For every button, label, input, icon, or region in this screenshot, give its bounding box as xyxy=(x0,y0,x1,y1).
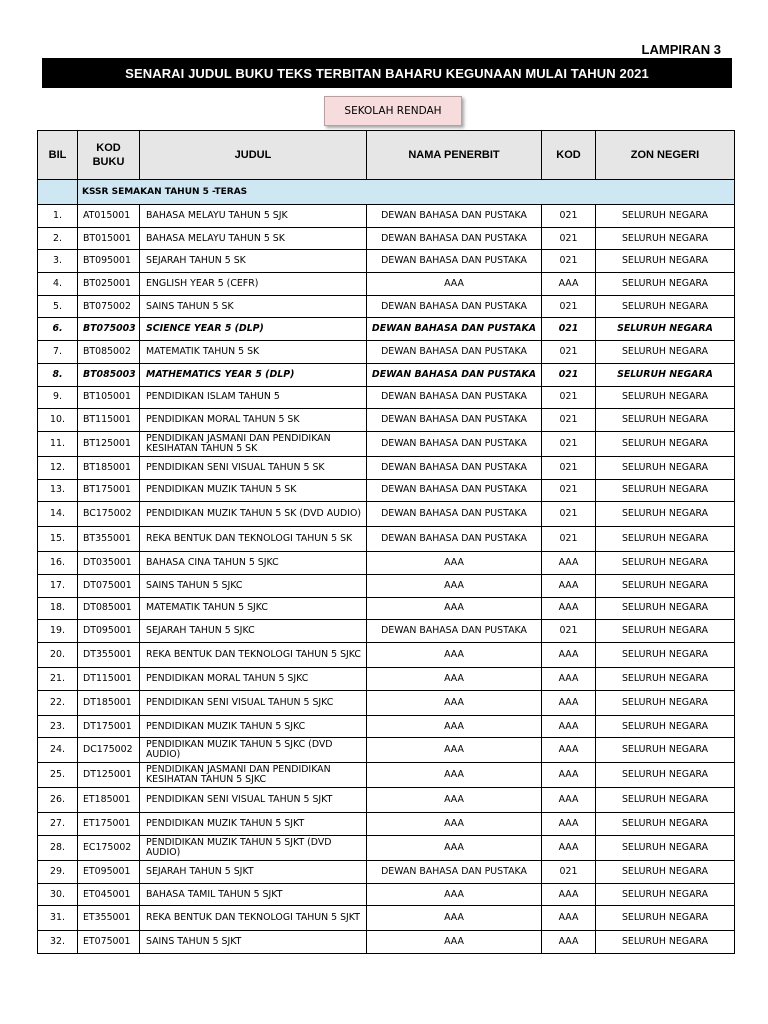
cell-judul: PENDIDIKAN MUZIK TAHUN 5 SJKC xyxy=(140,715,367,738)
cell-judul: SAINS TAHUN 5 SJKT xyxy=(140,931,367,954)
cell-kod-buku: ET355001 xyxy=(78,906,140,931)
cell-nama-penerbit: AAA xyxy=(367,715,542,738)
cell-judul: PENDIDIKAN ISLAM TAHUN 5 xyxy=(140,386,367,409)
cell-kod: AAA xyxy=(542,906,596,931)
cell-kod: 021 xyxy=(542,386,596,409)
cell-bil: 1. xyxy=(38,205,78,228)
cell-zon-negeri: SELURUH NEGARA xyxy=(596,502,735,527)
cell-bil: 21. xyxy=(38,668,78,691)
cell-kod-buku: BT355001 xyxy=(78,527,140,552)
table-row xyxy=(38,574,735,597)
cell-judul: BAHASA TAMIL TAHUN 5 SJKT xyxy=(140,883,367,906)
cell-bil: 19. xyxy=(38,620,78,643)
cell-zon-negeri: SELURUH NEGARA xyxy=(596,738,735,763)
cell-bil: 31. xyxy=(38,906,78,931)
cell-nama-penerbit: DEWAN BAHASA DAN PUSTAKA xyxy=(367,295,542,318)
cell-zon-negeri: SELURUH NEGARA xyxy=(596,341,735,364)
textbook-table xyxy=(37,130,735,954)
cell-bil: 5. xyxy=(38,295,78,318)
cell-kod-buku: DT115001 xyxy=(78,668,140,691)
cell-kod: AAA xyxy=(542,763,596,788)
cell-bil: 30. xyxy=(38,883,78,906)
cell-zon-negeri: SELURUH NEGARA xyxy=(596,836,735,861)
cell-nama-penerbit: AAA xyxy=(367,690,542,715)
col-header-kod: KOD xyxy=(542,131,596,180)
cell-zon-negeri: SELURUH NEGARA xyxy=(596,931,735,954)
cell-bil: 12. xyxy=(38,456,78,479)
cell-judul: ENGLISH YEAR 5 (CEFR) xyxy=(140,273,367,296)
cell-nama-penerbit: DEWAN BAHASA DAN PUSTAKA xyxy=(367,250,542,273)
table-row xyxy=(38,227,735,250)
cell-bil: 29. xyxy=(38,861,78,884)
cell-nama-penerbit: DEWAN BAHASA DAN PUSTAKA xyxy=(367,861,542,884)
cell-bil: 17. xyxy=(38,574,78,597)
cell-bil: 15. xyxy=(38,527,78,552)
cell-kod-buku: BT015001 xyxy=(78,227,140,250)
cell-kod-buku: BT095001 xyxy=(78,250,140,273)
cell-kod-buku: DT095001 xyxy=(78,620,140,643)
cell-kod: 021 xyxy=(542,527,596,552)
table-row xyxy=(38,552,735,575)
table-row xyxy=(38,479,735,502)
cell-kod: AAA xyxy=(542,883,596,906)
cell-kod: AAA xyxy=(542,738,596,763)
cell-kod: AAA xyxy=(542,668,596,691)
cell-judul: BAHASA CINA TAHUN 5 SJKC xyxy=(140,552,367,575)
table-row xyxy=(38,738,735,763)
cell-kod-buku: ET185001 xyxy=(78,788,140,813)
cell-kod-buku: BT185001 xyxy=(78,456,140,479)
cell-bil: 9. xyxy=(38,386,78,409)
cell-kod: 021 xyxy=(542,363,596,386)
table-row xyxy=(38,715,735,738)
table-row xyxy=(38,883,735,906)
cell-zon-negeri: SELURUH NEGARA xyxy=(596,479,735,502)
section-empty-cell xyxy=(38,180,78,205)
cell-kod-buku: DT075001 xyxy=(78,574,140,597)
cell-judul: REKA BENTUK DAN TEKNOLOGI TAHUN 5 SK xyxy=(140,527,367,552)
cell-bil: 7. xyxy=(38,341,78,364)
cell-kod-buku: ET045001 xyxy=(78,883,140,906)
cell-judul: PENDIDIKAN MORAL TAHUN 5 SK xyxy=(140,409,367,432)
table-row xyxy=(38,456,735,479)
cell-nama-penerbit: DEWAN BAHASA DAN PUSTAKA xyxy=(367,341,542,364)
cell-judul: SAINS TAHUN 5 SJKC xyxy=(140,574,367,597)
cell-kod-buku: ET075001 xyxy=(78,931,140,954)
cell-bil: 26. xyxy=(38,788,78,813)
cell-kod: AAA xyxy=(542,574,596,597)
cell-zon-negeri: SELURUH NEGARA xyxy=(596,527,735,552)
cell-zon-negeri: SELURUH NEGARA xyxy=(596,861,735,884)
cell-nama-penerbit: AAA xyxy=(367,906,542,931)
cell-bil: 13. xyxy=(38,479,78,502)
cell-kod-buku: DT035001 xyxy=(78,552,140,575)
school-level-label: SEKOLAH RENDAH xyxy=(324,96,462,126)
cell-bil: 28. xyxy=(38,836,78,861)
cell-judul: SEJARAH TAHUN 5 SK xyxy=(140,250,367,273)
cell-zon-negeri: SELURUH NEGARA xyxy=(596,597,735,620)
cell-judul: PENDIDIKAN SENI VISUAL TAHUN 5 SK xyxy=(140,456,367,479)
cell-judul: SCIENCE YEAR 5 (DLP) xyxy=(140,318,367,341)
cell-kod-buku: BT105001 xyxy=(78,386,140,409)
cell-zon-negeri: SELURUH NEGARA xyxy=(596,813,735,836)
cell-judul: REKA BENTUK DAN TEKNOLOGI TAHUN 5 SJKC xyxy=(140,643,367,668)
cell-kod-buku: ET175001 xyxy=(78,813,140,836)
cell-zon-negeri: SELURUH NEGARA xyxy=(596,363,735,386)
cell-bil: 32. xyxy=(38,931,78,954)
cell-judul: BAHASA MELAYU TAHUN 5 SJK xyxy=(140,205,367,228)
cell-zon-negeri: SELURUH NEGARA xyxy=(596,456,735,479)
cell-zon-negeri: SELURUH NEGARA xyxy=(596,409,735,432)
cell-bil: 20. xyxy=(38,643,78,668)
cell-judul: PENDIDIKAN SENI VISUAL TAHUN 5 SJKT xyxy=(140,788,367,813)
cell-kod: AAA xyxy=(542,715,596,738)
cell-zon-negeri: SELURUH NEGARA xyxy=(596,690,735,715)
cell-nama-penerbit: DEWAN BAHASA DAN PUSTAKA xyxy=(367,227,542,250)
cell-judul: MATEMATIK TAHUN 5 SK xyxy=(140,341,367,364)
cell-zon-negeri: SELURUH NEGARA xyxy=(596,906,735,931)
cell-kod-buku: BT115001 xyxy=(78,409,140,432)
cell-nama-penerbit: AAA xyxy=(367,574,542,597)
cell-nama-penerbit: AAA xyxy=(367,643,542,668)
cell-bil: 4. xyxy=(38,273,78,296)
table-row xyxy=(38,527,735,552)
table-row xyxy=(38,643,735,668)
cell-bil: 22. xyxy=(38,690,78,715)
cell-kod-buku: BT085002 xyxy=(78,341,140,364)
cell-nama-penerbit: DEWAN BAHASA DAN PUSTAKA xyxy=(367,456,542,479)
cell-kod: 021 xyxy=(542,456,596,479)
cell-judul: SAINS TAHUN 5 SK xyxy=(140,295,367,318)
cell-kod-buku: BT075002 xyxy=(78,295,140,318)
cell-bil: 25. xyxy=(38,763,78,788)
table-row xyxy=(38,409,735,432)
cell-kod: 021 xyxy=(542,295,596,318)
cell-kod: 021 xyxy=(542,502,596,527)
cell-zon-negeri: SELURUH NEGARA xyxy=(596,431,735,456)
cell-judul: PENDIDIKAN MORAL TAHUN 5 SJKC xyxy=(140,668,367,691)
table-row xyxy=(38,318,735,341)
table-row xyxy=(38,363,735,386)
cell-bil: 16. xyxy=(38,552,78,575)
table-row xyxy=(38,836,735,861)
table-row xyxy=(38,861,735,884)
cell-nama-penerbit: DEWAN BAHASA DAN PUSTAKA xyxy=(367,479,542,502)
table-row xyxy=(38,597,735,620)
cell-zon-negeri: SELURUH NEGARA xyxy=(596,227,735,250)
cell-kod-buku: AT015001 xyxy=(78,205,140,228)
cell-nama-penerbit: AAA xyxy=(367,813,542,836)
cell-bil: 14. xyxy=(38,502,78,527)
table-row xyxy=(38,813,735,836)
col-header-judul: JUDUL xyxy=(140,131,367,180)
col-header-kod-buku xyxy=(78,131,140,180)
cell-bil: 27. xyxy=(38,813,78,836)
cell-nama-penerbit: DEWAN BAHASA DAN PUSTAKA xyxy=(367,502,542,527)
cell-zon-negeri: SELURUH NEGARA xyxy=(596,668,735,691)
cell-kod-buku: EC175002 xyxy=(78,836,140,861)
cell-nama-penerbit: DEWAN BAHASA DAN PUSTAKA xyxy=(367,205,542,228)
cell-kod: AAA xyxy=(542,552,596,575)
cell-judul: SEJARAH TAHUN 5 SJKC xyxy=(140,620,367,643)
cell-zon-negeri: SELURUH NEGARA xyxy=(596,273,735,296)
cell-kod: 021 xyxy=(542,205,596,228)
cell-zon-negeri: SELURUH NEGARA xyxy=(596,883,735,906)
section-title: KSSR SEMAKAN TAHUN 5 -TERAS xyxy=(78,180,735,205)
cell-kod-buku: BT175001 xyxy=(78,479,140,502)
table-row xyxy=(38,273,735,296)
cell-bil: 10. xyxy=(38,409,78,432)
cell-zon-negeri: SELURUH NEGARA xyxy=(596,295,735,318)
cell-bil: 2. xyxy=(38,227,78,250)
cell-nama-penerbit: AAA xyxy=(367,738,542,763)
cell-kod: AAA xyxy=(542,931,596,954)
table-row xyxy=(38,620,735,643)
cell-zon-negeri: SELURUH NEGARA xyxy=(596,318,735,341)
cell-nama-penerbit: AAA xyxy=(367,931,542,954)
cell-judul: PENDIDIKAN MUZIK TAHUN 5 SJKT xyxy=(140,813,367,836)
cell-kod-buku: DT125001 xyxy=(78,763,140,788)
cell-zon-negeri: SELURUH NEGARA xyxy=(596,574,735,597)
cell-bil: 11. xyxy=(38,431,78,456)
cell-bil: 18. xyxy=(38,597,78,620)
table-row xyxy=(38,295,735,318)
cell-bil: 3. xyxy=(38,250,78,273)
appendix-label: LAMPIRAN 3 xyxy=(641,42,721,57)
table-row xyxy=(38,906,735,931)
cell-zon-negeri: SELURUH NEGARA xyxy=(596,715,735,738)
cell-nama-penerbit: DEWAN BAHASA DAN PUSTAKA xyxy=(367,409,542,432)
cell-judul: PENDIDIKAN MUZIK TAHUN 5 SJKT (DVD AUDIO) xyxy=(140,836,367,861)
cell-nama-penerbit: DEWAN BAHASA DAN PUSTAKA xyxy=(367,386,542,409)
cell-kod-buku: BT085003 xyxy=(78,363,140,386)
cell-kod: AAA xyxy=(542,813,596,836)
cell-zon-negeri: SELURUH NEGARA xyxy=(596,643,735,668)
cell-judul: PENDIDIKAN SENI VISUAL TAHUN 5 SJKC xyxy=(140,690,367,715)
cell-kod-buku: BC175002 xyxy=(78,502,140,527)
cell-kod: AAA xyxy=(542,788,596,813)
cell-nama-penerbit: AAA xyxy=(367,763,542,788)
cell-judul: REKA BENTUK DAN TEKNOLOGI TAHUN 5 SJKT xyxy=(140,906,367,931)
cell-nama-penerbit: AAA xyxy=(367,668,542,691)
cell-judul: SEJARAH TAHUN 5 SJKT xyxy=(140,861,367,884)
cell-kod-buku: BT075003 xyxy=(78,318,140,341)
cell-kod-buku: DT355001 xyxy=(78,643,140,668)
cell-judul: PENDIDIKAN JASMANI DAN PENDIDIKAN KESIHATAN TAHUN 5 SK xyxy=(140,431,367,456)
table-row xyxy=(38,205,735,228)
cell-judul: PENDIDIKAN MUZIK TAHUN 5 SJKC (DVD AUDIO) xyxy=(140,738,367,763)
table-row xyxy=(38,690,735,715)
cell-bil: 8. xyxy=(38,363,78,386)
cell-kod: 021 xyxy=(542,250,596,273)
cell-bil: 23. xyxy=(38,715,78,738)
cell-kod: 021 xyxy=(542,479,596,502)
cell-kod: 021 xyxy=(542,620,596,643)
cell-nama-penerbit: AAA xyxy=(367,788,542,813)
cell-nama-penerbit: DEWAN BAHASA DAN PUSTAKA xyxy=(367,431,542,456)
cell-nama-penerbit: AAA xyxy=(367,597,542,620)
cell-kod: AAA xyxy=(542,273,596,296)
table-row xyxy=(38,788,735,813)
cell-bil: 6. xyxy=(38,318,78,341)
cell-kod-buku: DT085001 xyxy=(78,597,140,620)
table-row xyxy=(38,431,735,456)
cell-nama-penerbit: AAA xyxy=(367,836,542,861)
cell-nama-penerbit: DEWAN BAHASA DAN PUSTAKA xyxy=(367,620,542,643)
table-row xyxy=(38,763,735,788)
cell-zon-negeri: SELURUH NEGARA xyxy=(596,386,735,409)
cell-nama-penerbit: DEWAN BAHASA DAN PUSTAKA xyxy=(367,527,542,552)
table-header-row xyxy=(38,131,735,180)
cell-kod: 021 xyxy=(542,431,596,456)
cell-judul: PENDIDIKAN MUZIK TAHUN 5 SK (DVD AUDIO) xyxy=(140,502,367,527)
cell-zon-negeri: SELURUH NEGARA xyxy=(596,763,735,788)
cell-kod-buku: ET095001 xyxy=(78,861,140,884)
cell-judul: PENDIDIKAN MUZIK TAHUN 5 SK xyxy=(140,479,367,502)
cell-kod-buku: DT175001 xyxy=(78,715,140,738)
cell-kod: 021 xyxy=(542,227,596,250)
cell-zon-negeri: SELURUH NEGARA xyxy=(596,205,735,228)
cell-judul: MATHEMATICS YEAR 5 (DLP) xyxy=(140,363,367,386)
cell-judul: BAHASA MELAYU TAHUN 5 SK xyxy=(140,227,367,250)
cell-kod: AAA xyxy=(542,643,596,668)
cell-nama-penerbit: DEWAN BAHASA DAN PUSTAKA xyxy=(367,363,542,386)
col-header-bil: BIL xyxy=(38,131,78,180)
cell-nama-penerbit: DEWAN BAHASA DAN PUSTAKA xyxy=(367,318,542,341)
col-header-kod-buku-text: KOD BUKU xyxy=(92,142,125,168)
table-row xyxy=(38,250,735,273)
table-row xyxy=(38,668,735,691)
cell-kod: 021 xyxy=(542,341,596,364)
cell-kod: 021 xyxy=(542,861,596,884)
col-header-zon-negeri: ZON NEGERI xyxy=(596,131,735,180)
table-row xyxy=(38,386,735,409)
cell-zon-negeri: SELURUH NEGARA xyxy=(596,788,735,813)
cell-kod-buku: BT025001 xyxy=(78,273,140,296)
table-row xyxy=(38,502,735,527)
table-row xyxy=(38,931,735,954)
section-row xyxy=(38,180,735,205)
cell-nama-penerbit: AAA xyxy=(367,273,542,296)
cell-judul: PENDIDIKAN JASMANI DAN PENDIDIKAN KESIHATAN TAHUN 5 SJKC xyxy=(140,763,367,788)
cell-kod: 021 xyxy=(542,318,596,341)
cell-judul: MATEMATIK TAHUN 5 SJKC xyxy=(140,597,367,620)
col-header-nama-penerbit: NAMA PENERBIT xyxy=(367,131,542,180)
cell-zon-negeri: SELURUH NEGARA xyxy=(596,552,735,575)
cell-kod-buku: BT125001 xyxy=(78,431,140,456)
cell-zon-negeri: SELURUH NEGARA xyxy=(596,250,735,273)
cell-kod: AAA xyxy=(542,836,596,861)
cell-kod: AAA xyxy=(542,597,596,620)
cell-kod: AAA xyxy=(542,690,596,715)
cell-bil: 24. xyxy=(38,738,78,763)
cell-nama-penerbit: AAA xyxy=(367,552,542,575)
cell-kod-buku: DT185001 xyxy=(78,690,140,715)
table-row xyxy=(38,341,735,364)
cell-kod: 021 xyxy=(542,409,596,432)
cell-kod-buku: DC175002 xyxy=(78,738,140,763)
cell-zon-negeri: SELURUH NEGARA xyxy=(596,620,735,643)
cell-nama-penerbit: AAA xyxy=(367,883,542,906)
document-title: SENARAI JUDUL BUKU TEKS TERBITAN BAHARU KEGUNAAN MULAI TAHUN 2021 xyxy=(42,58,732,88)
